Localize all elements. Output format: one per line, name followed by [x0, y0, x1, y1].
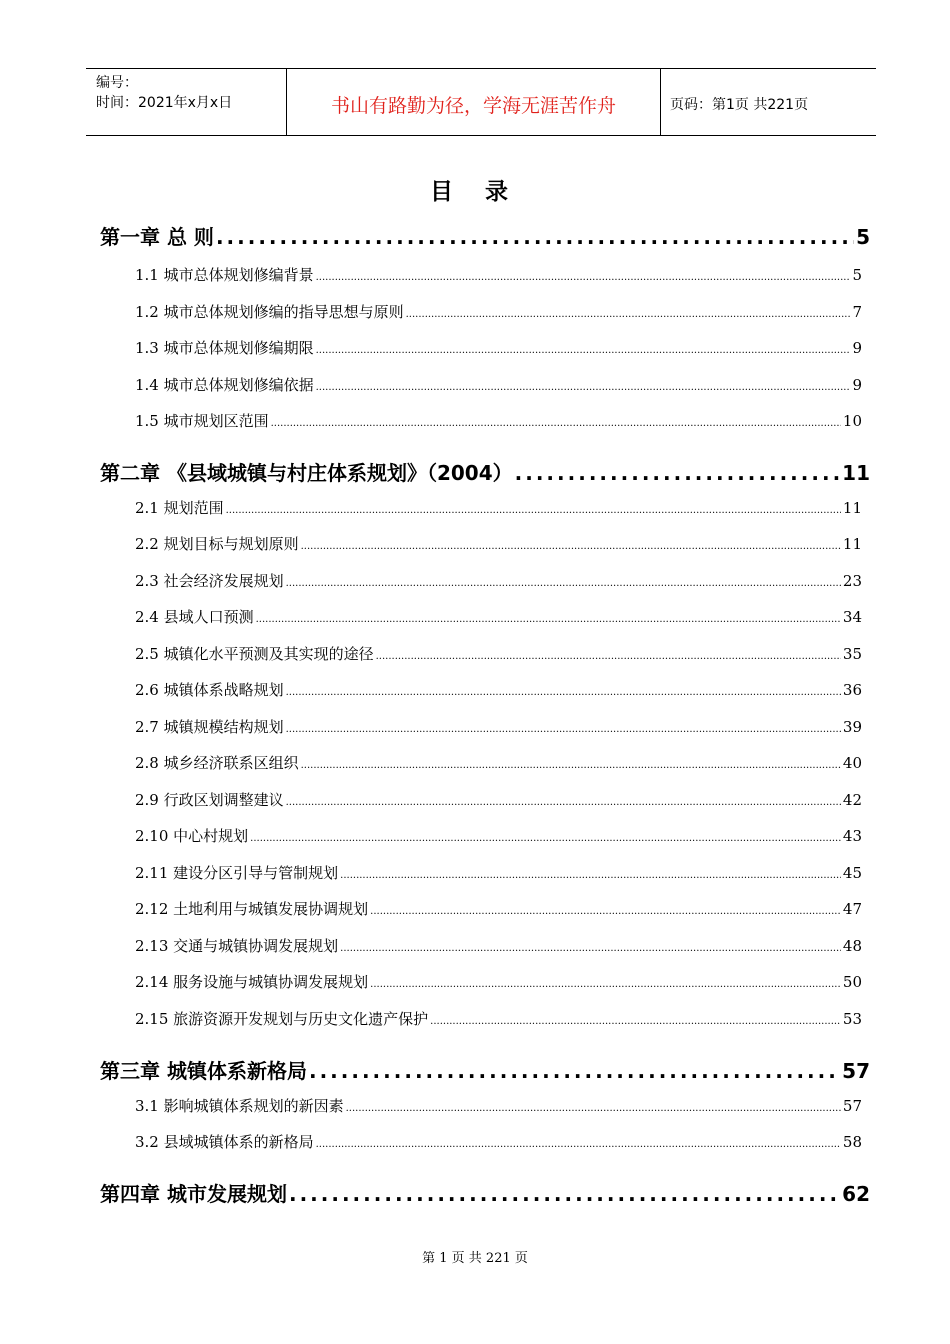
toc-entry-title: 2.6 城镇体系战略规划 [135, 681, 284, 699]
toc-entry-page: 57 [842, 1059, 870, 1083]
toc-chapter[interactable] [100, 1178, 870, 1207]
number-label: 编号： [96, 75, 138, 91]
toc-section[interactable] [100, 264, 870, 285]
toc-section[interactable] [100, 301, 870, 322]
header-meta [86, 69, 287, 135]
toc-entry-page: 43 [842, 827, 862, 845]
toc-entry-page: 7 [852, 303, 862, 321]
toc-entry-page: 34 [842, 608, 862, 626]
page-footer: 第 1 页 共 221 页 [422, 1251, 528, 1266]
toc-entry-page: 57 [842, 1097, 862, 1115]
toc-entry-page: 11 [842, 461, 870, 485]
toc-section[interactable] [100, 898, 870, 919]
toc-section[interactable] [100, 337, 870, 358]
header-table [86, 68, 876, 136]
toc-entry-page: 5 [856, 225, 870, 249]
toc-entry-title: 2.2 规划目标与规划原则 [135, 535, 299, 553]
toc-entry-title: 2.14 服务设施与城镇协调发展规划 [135, 973, 369, 991]
motto: 书山有路勤为径，学海无涯苦作舟 [287, 69, 661, 135]
toc-entry-page: 50 [842, 973, 862, 991]
toc-entry-page: 9 [852, 339, 862, 357]
toc-section[interactable] [100, 497, 870, 518]
toc-entry-title: 2.8 城乡经济联系区组织 [135, 754, 299, 772]
toc-section[interactable] [100, 410, 870, 431]
toc-entry-title: 1.1 城市总体规划修编背景 [135, 266, 314, 284]
toc-section[interactable] [100, 971, 870, 992]
toc-entry-title: 第二章 《县域城镇与村庄体系规划》（2004） [100, 461, 513, 485]
toc-chapter[interactable] [100, 457, 870, 486]
toc-section[interactable] [100, 862, 870, 883]
toc-entry-page: 47 [842, 900, 862, 918]
toc-section[interactable] [100, 643, 870, 664]
toc-entry-title: 第一章 总 则 [100, 225, 214, 249]
toc-entry-page: 35 [842, 645, 862, 663]
toc-entry-title: 3.1 影响城镇体系规划的新因素 [135, 1097, 344, 1115]
toc-chapter[interactable] [100, 221, 870, 250]
toc-entry-title: 2.13 交通与城镇协调发展规划 [135, 937, 339, 955]
toc-entry-page: 62 [842, 1182, 870, 1206]
toc-entry-title: 1.2 城市总体规划修编的指导思想与原则 [135, 303, 404, 321]
toc-entry-page: 39 [842, 718, 862, 736]
toc-entry-title: 1.3 城市总体规划修编期限 [135, 339, 314, 357]
toc-section[interactable] [100, 716, 870, 737]
toc-section[interactable] [100, 935, 870, 956]
toc-entry-page: 36 [842, 681, 862, 699]
page-label: 页码：第1页 共221页 [670, 97, 809, 113]
toc-title: 目 录 [429, 179, 520, 205]
toc-chapter[interactable] [100, 1055, 870, 1084]
toc-entry-title: 2.10 中心村规划 [135, 827, 249, 845]
toc-entry-page: 58 [842, 1133, 862, 1151]
toc-section[interactable] [100, 1095, 870, 1116]
toc-entry-title: 2.12 土地利用与城镇发展协调规划 [135, 900, 369, 918]
toc-section[interactable] [100, 789, 870, 810]
toc-entry-page: 23 [842, 572, 862, 590]
toc-section[interactable] [100, 374, 870, 395]
toc-entry-title: 第四章 城市发展规划 [100, 1182, 287, 1206]
toc-entry-title: 2.7 城镇规模结构规划 [135, 718, 284, 736]
toc-entry-title: 1.5 城市规划区范围 [135, 412, 269, 430]
toc-section[interactable] [100, 752, 870, 773]
toc-section[interactable] [100, 1008, 870, 1029]
toc-entry-page: 5 [852, 266, 862, 284]
toc-entry-page: 42 [842, 791, 862, 809]
toc-entry-title: 2.5 城镇化水平预测及其实现的途径 [135, 645, 374, 663]
toc-entry-title: 3.2 县域城镇体系的新格局 [135, 1133, 314, 1151]
toc-entry-title: 第三章 城镇体系新格局 [100, 1059, 307, 1083]
toc-entry-page: 53 [842, 1010, 862, 1028]
toc-entry-title: 2.9 行政区划调整建议 [135, 791, 284, 809]
toc-entry-title: 2.15 旅游资源开发规划与历史文化遗产保护 [135, 1010, 429, 1028]
toc-section[interactable] [100, 679, 870, 700]
toc-entry-page: 40 [842, 754, 862, 772]
toc-entry-page: 11 [842, 535, 862, 553]
toc-entry-title: 1.4 城市总体规划修编依据 [135, 376, 314, 394]
toc-entry-title: 2.1 规划范围 [135, 499, 224, 517]
toc-entry-title: 2.11 建设分区引导与管制规划 [135, 864, 339, 882]
toc-section[interactable] [100, 1131, 870, 1152]
toc-entry-page: 48 [842, 937, 862, 955]
toc-entry-page: 9 [852, 376, 862, 394]
toc-section[interactable] [100, 570, 870, 591]
time-label: 时间：2021年x月x日 [96, 95, 233, 111]
toc-section[interactable] [100, 533, 870, 554]
toc-entry-title: 2.3 社会经济发展规划 [135, 572, 284, 590]
toc-entry-page: 45 [842, 864, 862, 882]
toc-entry-page: 11 [842, 499, 862, 517]
toc-entry-title: 2.4 县域人口预测 [135, 608, 254, 626]
toc-section[interactable] [100, 825, 870, 846]
toc-section[interactable] [100, 606, 870, 627]
toc-entry-page: 10 [842, 412, 862, 430]
